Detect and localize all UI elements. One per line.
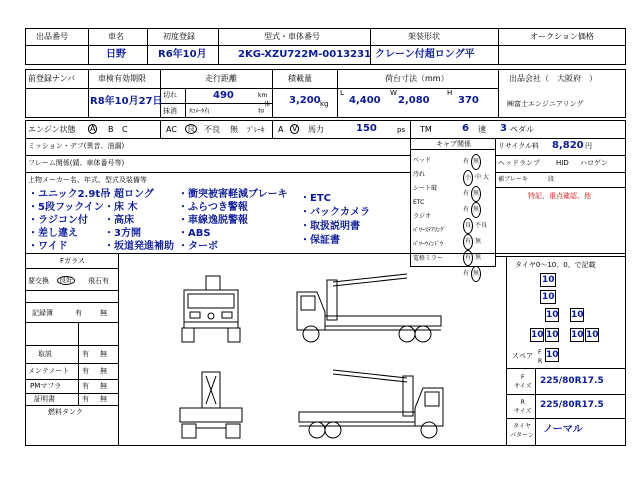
speeds-value: 6 [462,123,469,134]
equipment-item: ・ABS [178,228,211,239]
maker-value: 日野 [106,49,126,60]
model-vin-header: 型式・車体番号 [264,32,320,41]
spare-value: 10 [546,350,559,360]
tire-rear-top-2: 10 [571,310,584,320]
odometer-unit-3: ｷﾛ [258,108,265,115]
equipment-item: ・車線逸脱警報 [178,215,248,226]
equipment-item: ・差し違え [28,228,78,239]
tire-front-left: 10 [542,275,555,285]
pattern-label: タイヤ パターン [510,423,534,439]
cab-row-label: ETC [413,199,425,206]
manual-label: 取説 [38,350,52,358]
equipment-item: ・取扱説明書 [300,221,360,232]
maint-yes: 有 [82,367,89,375]
headlamp-label: ヘッドランプ [498,159,540,167]
cab-opt-selected: 無 [471,154,481,170]
pm-muffler-label: PMマフラ [30,382,62,390]
cab-opt-selected: 有 [463,234,473,250]
pedal-unit: ペダル [510,125,534,134]
equipment-item: ・ふらつき警報 [178,202,248,213]
cab-opt-selected: 良 [463,218,473,234]
truck-front-view [176,272,246,344]
cab-row-label: ﾊﾟﾜｰｽﾃｱﾘﾝｸﾞ [413,227,447,234]
record-no: 無 [100,309,107,317]
engine-grade-c: C [122,125,128,134]
speeds-unit: 速 [478,125,486,134]
cab-opt: 不良 [474,222,487,229]
r-size-label: R サイズ [514,399,532,415]
tire-rear-4: 10 [586,330,599,340]
manual-yes: 有 [82,350,89,358]
brake-label: ﾌﾞﾚｰｷ [247,126,265,134]
cab-row-label: 電格ミラー [413,255,444,262]
pm-muffler-yes: 有 [82,382,89,390]
tire-rear-1: 10 [531,330,544,340]
inspection-header: 車検有効期限 [98,74,146,83]
frame-label: フレーム関係(錆、車体番号等) [28,159,125,167]
manual-no: 無 [100,350,107,358]
model-vin-value: 2KG-XZU722M-0013231 [238,49,372,60]
equipment-item: ・ETC [300,193,331,204]
dim-w-label: W [390,89,397,97]
dim-l-label: L [340,89,344,97]
truck-left-side-view [295,272,445,344]
cab-opt-selected: 小 [463,170,473,186]
cab-opt-selected: 無 [471,202,481,218]
horsepower-label: 馬力 [308,125,324,134]
horsepower-value: 150 [356,123,377,134]
f-size-value: 225/80R17.5 [540,376,604,386]
cab-opt: 無 [474,254,481,261]
equipment-item: ・5段フックイン [28,202,104,213]
cab-row-label: ベッド [413,157,432,164]
first-registration-value: R6年10月 [158,49,207,60]
equipment-col-3 [178,188,288,253]
cab-row-label: ﾊﾟﾜｰｳｲﾝﾄﾞｳ [413,241,444,248]
cab-labels [413,154,446,266]
equipment-col-1 [28,188,110,253]
odometer-label-expired: 切れ [163,91,177,99]
cab-opt: 有 [463,158,470,165]
cert-no: 無 [100,395,107,403]
pm-muffler-no: 無 [100,382,107,390]
equipment-item: ・ターボ [178,241,218,252]
cab-row-label: ラジオ [413,213,432,220]
equipment-item: ・ワイド [28,241,68,252]
tire-title: タイヤ0〜10、0、で記載 [515,261,596,269]
aux-brake-label: 補ブレーキ [498,176,528,183]
spare-label: スペア [512,352,533,360]
equipment-col-2 [104,188,174,253]
equipment-item: ・床 木 [104,202,138,213]
equipment-col-4 [300,192,370,248]
odometer-label-cancelled: 抹消 [163,107,177,115]
odometer-unit-2: 一体 [258,101,271,108]
notes-header: 上物メーカー名、年式、型式及装備等 [28,176,147,184]
auction-price-header: オークション価格 [530,32,594,41]
cert-yes: 有 [82,395,89,403]
cab-opt: 有 [463,270,470,277]
truck-right-side-view [295,368,445,440]
cab-row-label: 汚れ [413,171,426,178]
car-name-header: 車名 [108,32,124,41]
maint-label: メンテノート [28,367,70,375]
odometer-unit: km [258,92,268,99]
lot-number-header: 出品番号 [36,32,68,41]
cab-opt: 大 [482,174,489,181]
fglass-opt-replace: 要交換 [28,277,49,285]
seller-header: 出品会社（ 大阪府 ） [509,74,597,83]
dim-h-label: H [447,89,453,97]
engine-label: エンジン状態 [28,125,76,134]
mission-label: ミッション・デフ(異音、油漏) [28,142,125,150]
cert-label: 証明書 [34,395,55,403]
cab-opt-selected: 無 [471,186,481,202]
equipment-item: ・ラジコン付 [28,215,88,226]
capacity-value: 3,200 [289,95,321,106]
r-size-value: 225/80R17.5 [540,400,604,410]
headlamp-hid: HID [556,159,569,167]
meter-change: ﾀｺﾒｰﾀ有 [189,108,211,115]
tire-rear-2: 10 [546,330,559,340]
recycle-unit: 円 [585,142,592,150]
dim-l-value: 4,400 [349,95,381,106]
pattern-value: ノーマル [543,424,583,435]
fuel-tank-label: 燃料タンク [48,408,83,416]
equipment-item: ・3方開 [104,228,141,239]
tire-front-right: 10 [542,292,555,302]
equipment-item: ・衝突被害軽減ブレーキ [178,189,288,200]
horsepower-unit: ps [397,126,406,134]
maint-no: 無 [100,367,107,375]
recycle-label: リサイクル料 [498,142,540,150]
cab-opt: 無 [474,238,481,245]
special-notes-label: 特記、重点確認、他 [528,192,591,200]
first-registration-header: 初度登録 [163,32,195,41]
tire-rear-3: 10 [571,330,584,340]
dim-h-value: 370 [458,95,479,106]
spare-r: R [538,358,543,365]
cab-opt: 有 [463,206,470,213]
equipment-item: ・超ロング [104,189,154,200]
equipment-item: ・バックカメラ [300,207,370,218]
tire-rear-top-1: 10 [546,310,559,320]
prev-plate-header: 前登録ナンバ [28,74,76,83]
f-size-label: F サイズ [514,374,532,390]
dim-w-value: 2,080 [398,95,430,106]
cab-opt: 中 [474,174,481,181]
tm-label: TM [420,125,432,134]
fglass-opt-good: 良好 [59,276,73,284]
engine-grade-b: B [108,125,114,134]
ac-bad: 不良 [204,125,220,134]
cab-opt: 有 [463,190,470,197]
ac-good: 良 [187,124,195,133]
engine-grade-a: A [90,124,96,133]
brake-a: A [278,125,284,134]
seller-value: ㈱富士エンジニアリング [507,100,584,108]
record-label: 記録簿 [32,309,53,317]
inspection-value: R8年10月27日 [90,96,163,107]
truck-rear-view [176,368,246,440]
cab-title: キャブ関係 [436,140,471,148]
capacity-unit: kg [320,100,329,108]
headlamp-halogen: ハロゲン [580,159,608,167]
cab-opt-selected: 無 [471,266,481,282]
cab-values [463,154,489,282]
equipment-item: ・高床 [104,215,134,226]
body-type-value: クレーン付超ロング平 [375,49,475,60]
body-type-header: 架装形状 [408,32,440,41]
cab-row-label: シート破 [413,185,438,192]
record-yes: 有 [75,309,82,317]
bed-dimensions-header: 荷台寸法（mm） [385,74,449,83]
equipment-item: ・ユニック2.9t吊 [28,189,111,200]
odometer-header: 走行距離 [205,74,237,83]
ac-none: 無 [230,125,238,134]
ac-label: AC [166,125,177,134]
pedal-value: 3 [500,123,507,134]
recycle-value: 8,820 [552,140,584,151]
cab-opt-selected: 有 [463,250,473,266]
capacity-header: 積載量 [288,74,312,83]
equipment-item: ・坂道発進補助 [104,241,174,252]
odometer-value: 490 [213,90,234,101]
fglass-opt-chip: 飛石有 [88,277,109,285]
equipment-item: ・保証書 [300,235,340,246]
brake-v: V [292,124,298,133]
fglass-label: Fガラス [60,257,85,265]
spare-f: F [538,349,542,356]
aux-brake-value: 段 [548,176,555,183]
